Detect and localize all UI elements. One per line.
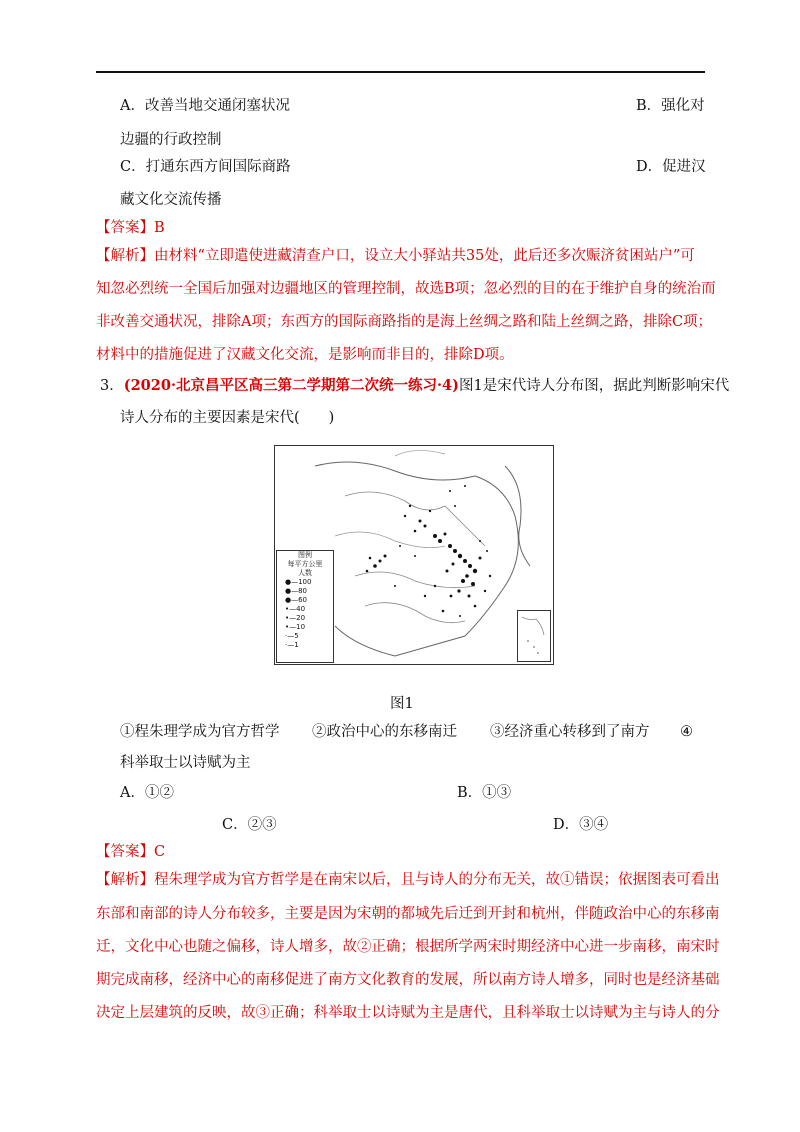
map-legend [276, 550, 334, 663]
q3-option-c: C．②③ [222, 817, 277, 833]
legend-row: ●—80 [285, 587, 308, 595]
option-a: A．改善当地交通闭塞状况 [120, 98, 290, 114]
q3-answer-label: 【答案】C [96, 844, 166, 860]
q3-option-a: A．①② [120, 785, 174, 801]
q3-option-b: B．①③ [457, 785, 512, 801]
statement-4-text: 科举取士以诗赋为主 [120, 755, 251, 771]
q3-source: (2020·北京昌平区高三第二学期第二次统一练习·4) [123, 377, 459, 394]
q3-option-d: D．③④ [553, 817, 609, 833]
q3-number: 3． [100, 378, 124, 394]
legend-row: •—40 [285, 605, 306, 613]
statement-4-marker: ④ [680, 724, 693, 740]
legend-row: ●—60 [285, 596, 308, 604]
legend-row: •—10 [285, 623, 306, 631]
legend-title-1: 图例 [298, 551, 312, 559]
statement-3: ③经济重心转移到了南方 [490, 724, 650, 740]
statement-1: ①程朱理学成为官方哲学 [120, 724, 280, 740]
south-china-sea-inset [517, 610, 551, 662]
q3-analysis-line-2: 东部和南部的诗人分布较多，主要是因为宋朝的都城先后迁到开封和杭州，伴随政治中心的东移南 [96, 906, 720, 922]
legend-row: ·—1 [285, 641, 299, 649]
song-poets-distribution-map [274, 445, 554, 665]
option-c: C．打通东西方间国际商路 [120, 159, 291, 175]
q2-analysis-line-1: 【解析】由材料“立即遣使进藏清查户口，设立大小驿站共35处，此后还多次赈济贫困站户”可 [96, 248, 695, 264]
q3-analysis-line-1: 【解析】程朱理学成为官方哲学是在南宋以后，且与诗人的分布无关，故①错误；依据图表可看出 [96, 872, 720, 888]
inset-graphic [518, 611, 550, 661]
q3-analysis-line-5: 决定上层建筑的反映，故③正确；科举取士以诗赋为主是唐代，且科举取士以诗赋为主与诗人的分 [96, 1005, 720, 1021]
q2-analysis-line-3: 非改善交通状况，排除A项；东西方的国际商路指的是海上丝绸之路和陆上丝绸之路，排除C项； [96, 314, 713, 330]
legend-row: ●—100 [285, 578, 312, 586]
q3-stem-line-1 [100, 376, 729, 396]
q2-answer-label: 【答案】B [96, 220, 165, 236]
legend-row: •—20 [285, 614, 306, 622]
q2-analysis-line-2: 知忽必烈统一全国后加强对边疆地区的管理控制，故选B项；忽必烈的目的在于维护自身的统治而 [96, 281, 716, 297]
q2-analysis-line-4: 材料中的措施促进了汉藏文化交流，是影响而非目的，排除D项。 [96, 347, 514, 363]
header-rule [96, 71, 705, 73]
q3-analysis-line-3: 迁，文化中心也随之偏移，诗人增多，故②正确；根据所学两宋时期经济中心进一步南移，南宋时 [96, 939, 720, 955]
option-b-start: B．强化对 [636, 98, 705, 114]
figure-caption: 图1 [390, 696, 414, 712]
statement-2: ②政治中心的东移南迁 [312, 724, 457, 740]
option-d-cont: 藏文化交流传播 [120, 192, 222, 208]
legend-title-3: 人数 [298, 569, 312, 577]
q3-stem-text: 图1是宋代诗人分布图，据此判断影响宋代 [459, 378, 730, 394]
legend-row: ·—5 [285, 632, 299, 640]
option-b-cont: 边疆的行政控制 [120, 132, 222, 148]
option-d-start: D．促进汉 [636, 159, 706, 175]
legend-title-2: 每平方公里 [287, 560, 323, 568]
q3-analysis-line-4: 期完成南移，经济中心的南移促进了南方文化教育的发展，所以南方诗人增多，同时也是经济基础 [96, 972, 720, 988]
q3-stem-line-2: 诗人分布的主要因素是宋代( ) [120, 410, 335, 426]
